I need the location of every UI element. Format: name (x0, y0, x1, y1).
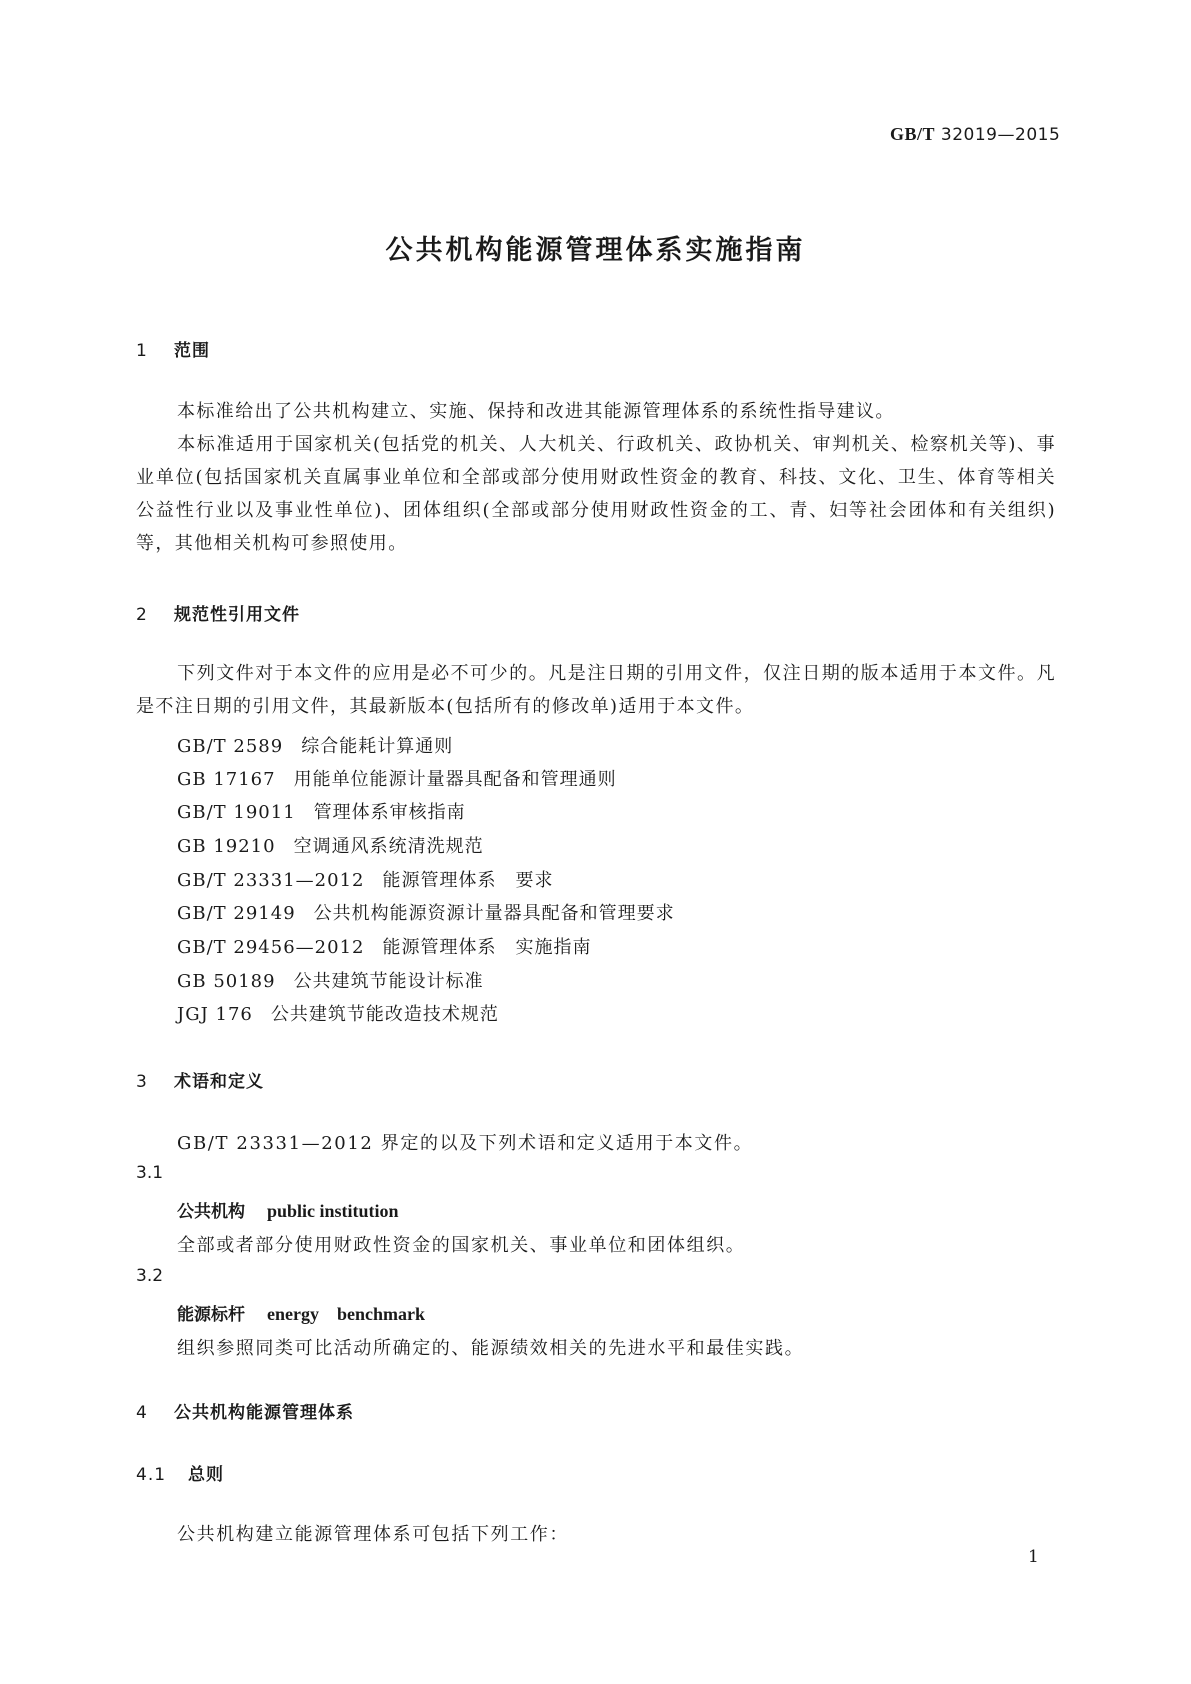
subsection-4-1-paragraph: 公共机构建立能源管理体系可包括下列工作： (177, 1524, 569, 1545)
standard-code-number: 32019—2015 (940, 125, 1061, 145)
section-number: 3 (136, 1072, 148, 1092)
section-2-intro: 下列文件对于本文件的应用是必不可少的。凡是注日期的引用文件，仅注日期的版本适用于本文件。凡是不注日期的引用文件，其最新版本(包括所有的修改单)适用于本文件。 (136, 663, 1056, 717)
term-name: 公共机构 public institution (177, 1201, 399, 1222)
term-number: 3.1 (136, 1163, 164, 1183)
section-number: 1 (136, 341, 148, 361)
reference-item: GB 19210 空调通风系统清洗规范 (177, 836, 484, 857)
section-3-intro: GB/T 23331—2012 界定的以及下列术语和定义适用于本文件。 (177, 1133, 754, 1154)
section-number: 2 (136, 605, 148, 625)
section-4-heading (136, 1398, 354, 1423)
standard-code (890, 124, 1060, 145)
section-1-heading (136, 336, 210, 361)
section-title: 公共机构能源管理体系 (174, 1403, 354, 1423)
reference-item: GB/T 23331—2012 能源管理体系 要求 (177, 870, 554, 891)
reference-item: JGJ 176 公共建筑节能改造技术规范 (177, 1004, 499, 1025)
reference-item: GB/T 29456—2012 能源管理体系 实施指南 (177, 937, 592, 958)
section-3-heading (136, 1067, 264, 1092)
section-2-heading (136, 600, 300, 625)
reference-item: GB/T 2589 综合能耗计算通则 (177, 736, 454, 757)
section-title: 范围 (174, 341, 210, 361)
page-number: 1 (1028, 1547, 1039, 1567)
reference-item: GB/T 19011 管理体系审核指南 (177, 802, 466, 823)
section-title: 术语和定义 (174, 1072, 264, 1092)
subsection-4-1-heading (136, 1460, 224, 1485)
term-definition: 全部或者部分使用财政性资金的国家机关、事业单位和团体组织。 (177, 1235, 746, 1256)
term-definition: 组织参照同类可比活动所确定的、能源绩效相关的先进水平和最佳实践。 (177, 1338, 805, 1359)
section-1-paragraph-2: 本标准适用于国家机关(包括党的机关、人大机关、行政机关、政协机关、审判机关、检察机关等)、事业单位(包括国家机关直属事业单位和全部或部分使用财政性资金的教育、科技、文化、卫生、体育等相关公益性行业以及事业性单位)、团体组织(全部或部分使用财政性资金的工、青、妇等社会团体和有关组织)等，其他相关机构可参照使用。 (136, 434, 1056, 554)
section-number: 4 (136, 1403, 148, 1423)
reference-item: GB 50189 公共建筑节能设计标准 (177, 971, 484, 992)
term-number: 3.2 (136, 1266, 164, 1286)
reference-item: GB 17167 用能单位能源计量器具配备和管理通则 (177, 769, 617, 790)
standard-code-prefix: GB/T (890, 124, 936, 144)
subsection-title: 总则 (188, 1465, 224, 1485)
subsection-number: 4.1 (136, 1465, 167, 1485)
section-title: 规范性引用文件 (174, 605, 300, 625)
section-1-paragraph-1: 本标准给出了公共机构建立、实施、保持和改进其能源管理体系的系统性指导建议。 (177, 401, 895, 422)
reference-item: GB/T 29149 公共机构能源资源计量器具配备和管理要求 (177, 903, 675, 924)
term-name: 能源标杆 energy benchmark (177, 1304, 425, 1325)
document-title: 公共机构能源管理体系实施指南 (385, 235, 806, 266)
